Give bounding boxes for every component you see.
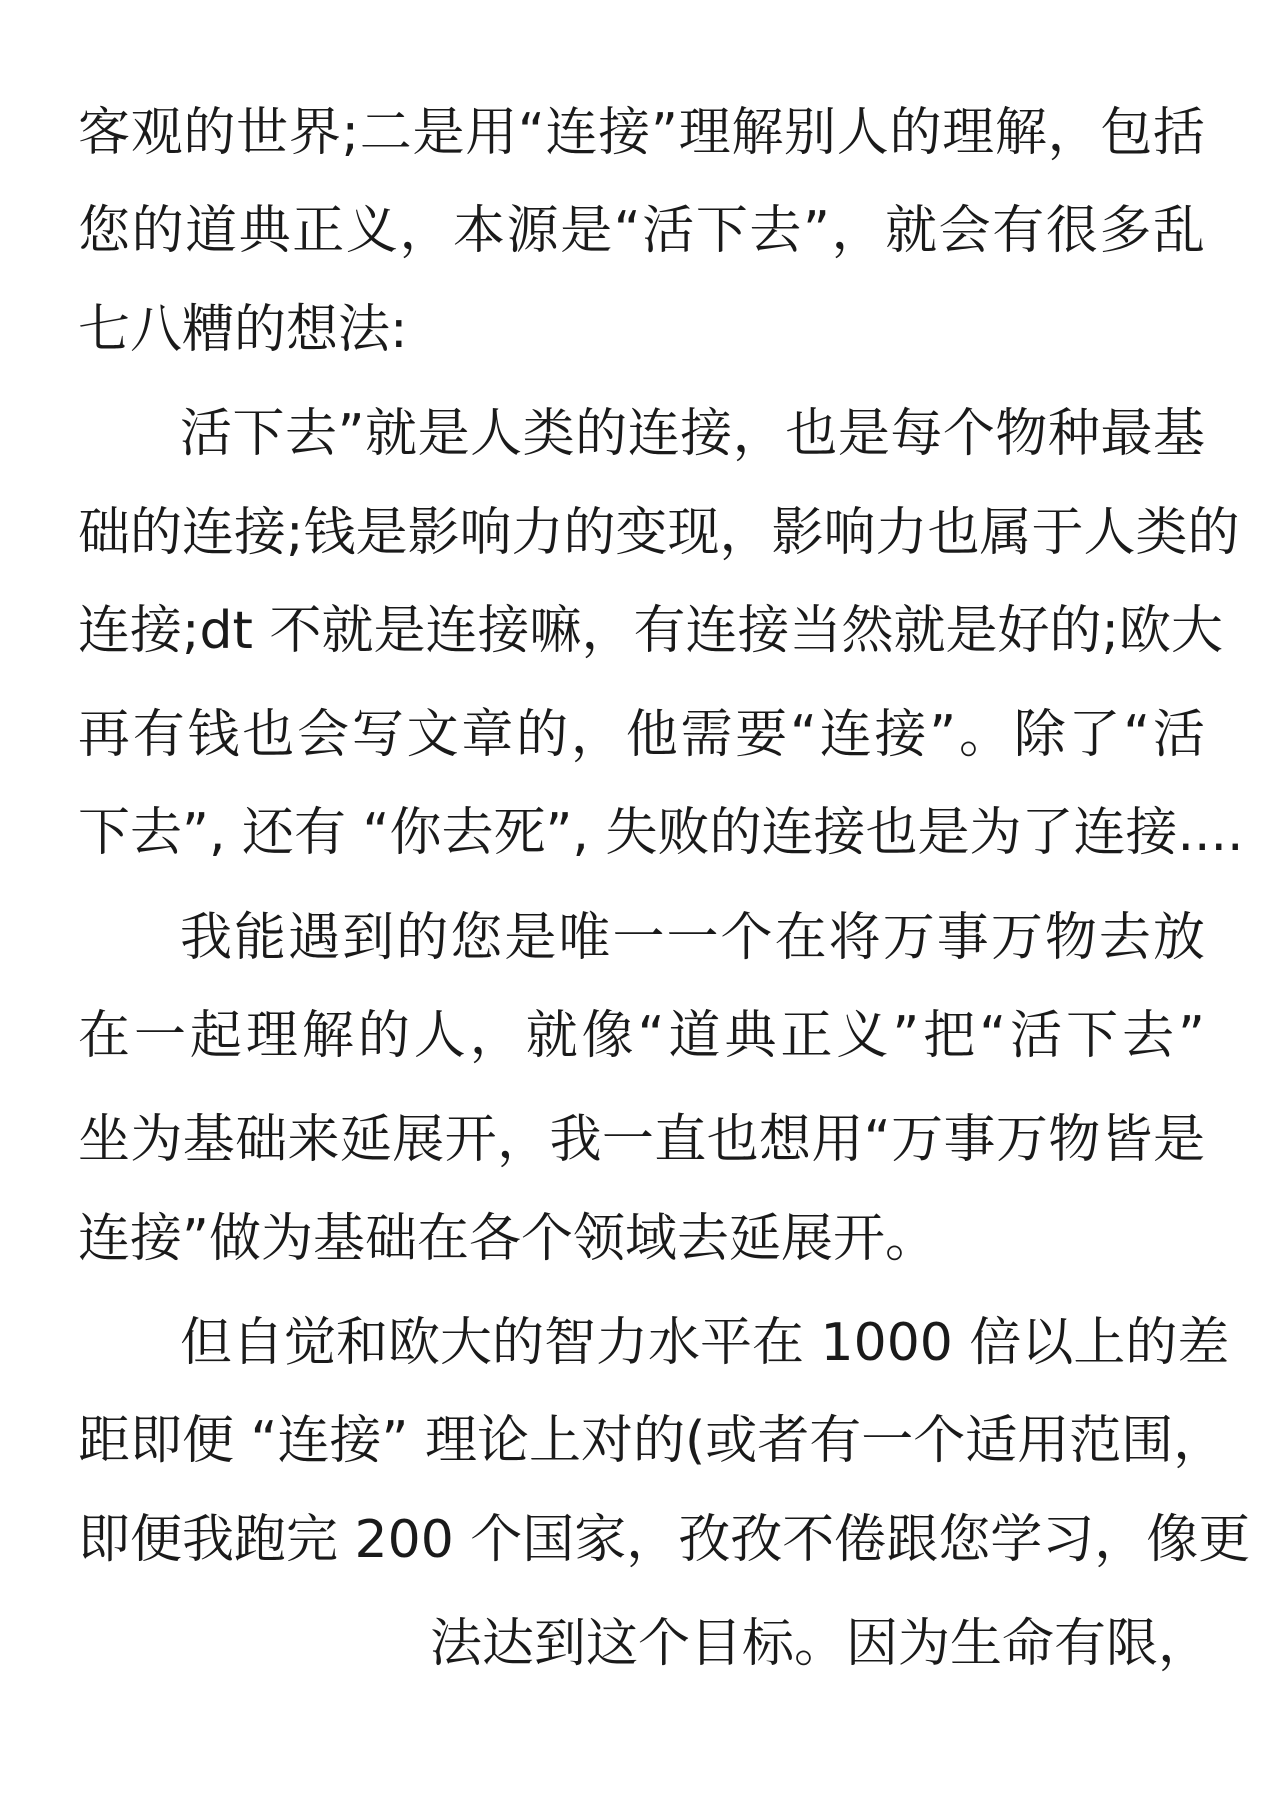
text-line: 即便我跑完 200 个国家，孜孜不倦跟您学习，像更	[78, 1510, 1251, 1570]
text-line: 您的道典正义，本源是“活下去”，就会有很多乱	[78, 201, 1205, 261]
paragraph-first-line: 但自觉和欧大的智力水平在 1000 倍以上的差	[180, 1313, 1230, 1373]
text-line: 坐为基础来延展开，我一直也想用“万事万物皆是	[78, 1110, 1205, 1170]
paragraph-first-line: 活下去”就是人类的连接，也是每个物种最基	[180, 404, 1205, 464]
text-line: 客观的世界;二是用“连接”理解别人的理解，包括	[78, 103, 1205, 163]
text-line: 础的连接;钱是影响力的变现，影响力也属于人类的	[78, 503, 1240, 563]
text-line: 连接;dt 不就是连接嘛，有连接当然就是好的;欧大	[78, 601, 1223, 661]
text-line: 七八糟的想法:	[78, 300, 408, 360]
text-line: 下去”, 还有 “你去死”, 失败的连接也是为了连接....	[78, 803, 1244, 863]
text-line: 在一起理解的人，就像“道典正义”把“活下去”	[78, 1006, 1205, 1066]
text-line-partial: 法达到这个目标。因为生命有限，	[430, 1614, 1211, 1674]
text-line: 连接”做为基础在各个领域去延展开。	[78, 1209, 937, 1269]
paragraph-first-line: 我能遇到的您是唯一一个在将万事万物去放	[180, 908, 1205, 968]
text-line: 距即便 “连接” 理论上对的(或者有一个适用范围，	[78, 1411, 1226, 1471]
text-line: 再有钱也会写文章的，他需要“连接”。除了“活	[78, 705, 1205, 765]
